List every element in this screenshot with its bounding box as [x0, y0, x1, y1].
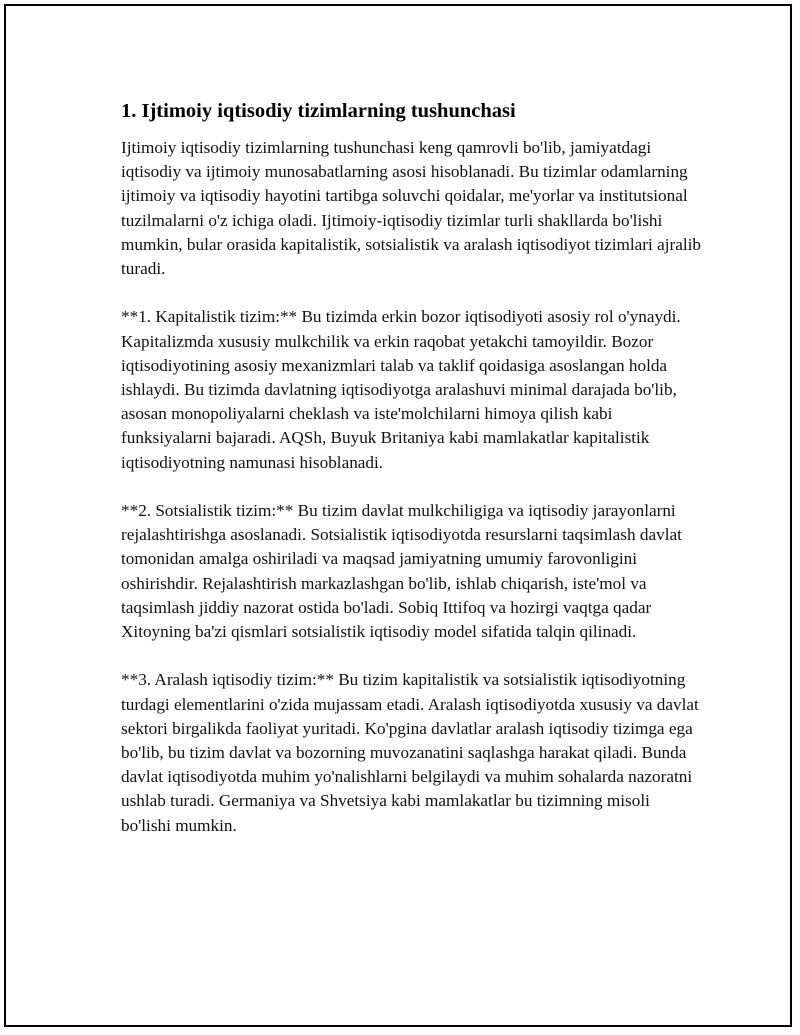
capitalist-system-paragraph: **1. Kapitalistik tizim:** Bu tizimda erkin bozor iqtisodiyoti asosiy rol o'ynaydi. Kapitalizmda xususiy mulkchilik va erkin raqobat yetakchi tamoyildir. Bozor iqtisodiyotining asosiy mexanizmlari talab va taklif qoidasiga asoslangan holda ishlaydi. Bu tizimda davlatning iqtisodiyotga aralashuvi minimal darajada bo'lib, asosan monopoliyalarni cheklash va iste'molchilarni himoya qilish kabi funksiyalarni bajaradi. AQSh, Buyuk Britaniya kabi mamlakatlar kapitalistik iqtisodiyotning namunasi hisoblanadi. [121, 307, 681, 472]
socialist-system-paragraph: **2. Sotsialistik tizim:** Bu tizim davlat mulkchiligiga va iqtisodiy jarayonlarni rejalashtirishga asoslanadi. Sotsialistik iqtisodiyotda resurslarni taqsimlash davlat tomonidan amalga oshiriladi va maqsad jamiyatning umumiy farovonligini oshirishdir. Rejalashtirish markazlashgan bo'lib, ishlab chiqarish, iste'mol va taqsimlash jiddiy nazorat ostida bo'ladi. Sobiq Ittifoq va hozirgi vaqtga qadar Xitoyning ba'zi qismlari sotsialistik iqtisodiy model sifatida talqin qilinadi. [121, 501, 682, 642]
mixed-system-paragraph: **3. Aralash iqtisodiy tizim:** Bu tizim kapitalistik va sotsialistik iqtisodiyotning turdagi elementlarini o'zida mujassam etadi. Aralash iqtisodiyotda xususiy va davlat sektori birgalikda faoliyat yuritadi. Ko'pgina davlatlar aralash iqtisodiy tizimga ega bo'lib, bu tizim davlat va bozorning muvozanatini saqlashga harakat qiladi. Bunda davlat iqtisodiyotda muhim yo'nalishlarni belgilaydi va muhim sohalarda nazoratni ushlab turadi. Germaniya va Shvetsiya kabi mamlakatlar bu tizimning misoli bo'lishi mumkin. [121, 670, 699, 835]
section-heading: 1. Ijtimoiy iqtisodiy tizimlarning tushunchasi [121, 100, 516, 122]
intro-paragraph: Ijtimoiy iqtisodiy tizimlarning tushunchasi keng qamrovli bo'lib, jamiyatdagi iqtisodiy va ijtimoiy munosabatlarning asosi hisoblanadi. Bu tizimlar odamlarning ijtimoiy va iqtisodiy hayotini tartibga soluvchi qoidalar, me'yorlar va institutsional tuzilmalarni o'z ichiga oladi. Ijtimoiy-iqtisodiy tizimlar turli shakllarda bo'lishi mumkin, bular orasida kapitalistik, sotsialistik va aralash iqtisodiyot tizimlari ajralib turadi. [121, 138, 701, 279]
document-content [121, 98, 701, 862]
document-page [4, 4, 792, 1027]
